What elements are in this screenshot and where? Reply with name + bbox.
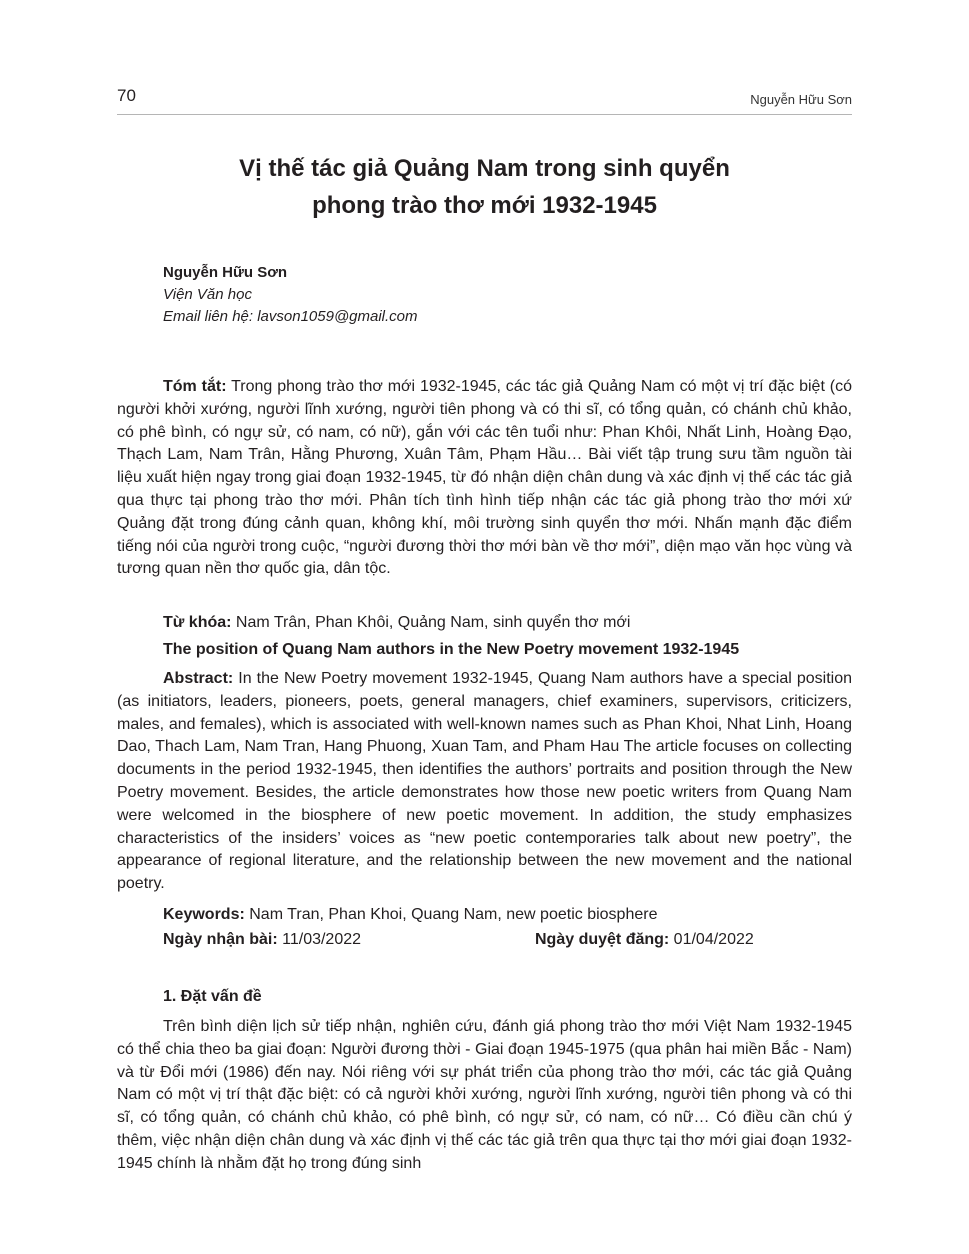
abstract-english-label: Abstract: bbox=[163, 670, 234, 687]
received-date-value: 11/03/2022 bbox=[277, 931, 362, 948]
author-name: Nguyễn Hữu Sơn bbox=[163, 264, 288, 281]
accepted-date bbox=[535, 931, 754, 949]
abstract-english bbox=[117, 668, 852, 896]
abstract-vietnamese-label: Tóm tắt: bbox=[163, 378, 227, 395]
section-heading: 1. Đặt vấn đề bbox=[163, 988, 262, 1005]
section-paragraph: Trên bình diện lịch sử tiếp nhận, nghiên cứu, đánh giá phong trào thơ mới Việt Nam 1932-1945 có thể chia theo ba giai đoạn: Người đương thời - Giai đoạn 1945-1975 (qua phân hai miền Bắc - Nam) và từ Đổi mới (1986) đến nay. Nói riêng với sự phát triển của phong trào thơ mới, các tác giả Quảng Nam có một vị trí thật đặc biệt: có cả người khởi xướng, người lĩnh xướng, người tiên phong và có thi sĩ, có tổng quản, có chánh chủ khảo, có phê bình, có ngự sử, có nam, có nữ… Có điều cần chú ý thêm, việc nhận diện chân dung và xác định vị thế các tác giả trên qua thực tại thơ mới giai đoạn 1932-1945 chính là nhằm đặt họ trong đúng sinh bbox=[117, 1018, 852, 1172]
page-number: 70 bbox=[117, 86, 136, 105]
author-affiliation: Viện Văn học bbox=[163, 286, 252, 303]
keywords-english-text: Nam Tran, Phan Khoi, Quang Nam, new poetic biosphere bbox=[244, 906, 658, 923]
article-title-line-2: phong trào thơ mới 1932-1945 bbox=[312, 192, 657, 219]
keywords-vietnamese-text: Nam Trân, Phan Khôi, Quảng Nam, sinh quyển thơ mới bbox=[231, 614, 631, 631]
keywords-vietnamese-label: Từ khóa: bbox=[163, 614, 232, 631]
received-date bbox=[163, 931, 361, 949]
keywords-english bbox=[117, 904, 852, 927]
received-date-label: Ngày nhận bài: bbox=[163, 931, 278, 948]
author-block bbox=[163, 262, 418, 328]
keywords-vietnamese bbox=[117, 612, 852, 635]
author-email: Email liên hệ: lavson1059@gmail.com bbox=[163, 308, 418, 325]
english-title: The position of Quang Nam authors in the New Poetry movement 1932-1945 bbox=[163, 641, 740, 658]
article-title bbox=[117, 150, 852, 224]
abstract-vietnamese bbox=[117, 376, 852, 581]
keywords-english-label: Keywords: bbox=[163, 906, 245, 923]
running-head-author: Nguyễn Hữu Sơn bbox=[750, 92, 852, 107]
accepted-date-label: Ngày duyệt đăng: bbox=[535, 931, 670, 948]
header-rule bbox=[117, 114, 852, 115]
abstract-vietnamese-text: Trong phong trào thơ mới 1932-1945, các tác giả Quảng Nam có một vị trí đặc biệt (có người khởi xướng, người lĩnh xướng, người tiên phong và có thi sĩ, có tổng quản, có chánh chủ khảo, có phê bình, có ngự sử, có nam, có nữ), gắn với các tên tuổi như: Phan Khôi, Nhất Linh, Hoàng Đạo, Thạch Lam, Nam Trân, Hằng Phương, Xuân Tâm, Phạm Hầu… Bài viết tập trung sưu tầm nguồn tài liệu xuất hiện ngay trong giai đoạn 1932-1945, từ đó nhận diện chân dung và xác định vị thế các tác giả qua thực tại phong trào thơ mới. Phân tích tình hình tiếp nhận các tác giả phong trào thơ mới xứ Quảng đặt trong đúng cảnh quan, không khí, môi trường sinh quyển thơ mới. Nhấn mạnh đặc điểm tiếng nói của người trong cuộc, “người đương thời thơ mới bàn về thơ mới”, diện mạo văn học vùng và tương quan nền thơ quốc gia, dân tộc. bbox=[117, 378, 852, 578]
article-title-line-1: Vị thế tác giả Quảng Nam trong sinh quyển bbox=[239, 155, 730, 182]
accepted-date-value: 01/04/2022 bbox=[669, 931, 754, 948]
abstract-english-text: In the New Poetry movement 1932-1945, Quang Nam authors have a special position (as initiators, leaders, pioneers, poets, general managers, chief examiners, supervisors, criticizers, males, and females), which is associated with well-known names such as Phan Khoi, Nhat Linh, Hoang Dao, Thach Lam, Nam Tran, Hang Phuong, Xuan Tam, and Pham Hau The article focuses on collecting documents in the period 1932-1945, then identifies the authors’ portraits and position through the New Poetry movement. Besides, the article demonstrates how those new poetic writers from Quang Nam were welcomed in the biosphere of new poetic movement. In addition, the study emphasizes characteristics of the insiders’ voices as “new poetic contemporaries talk about new poetry”, the appearance of regional literature, and the relationship between the new movement and the national poetry. bbox=[117, 670, 852, 893]
